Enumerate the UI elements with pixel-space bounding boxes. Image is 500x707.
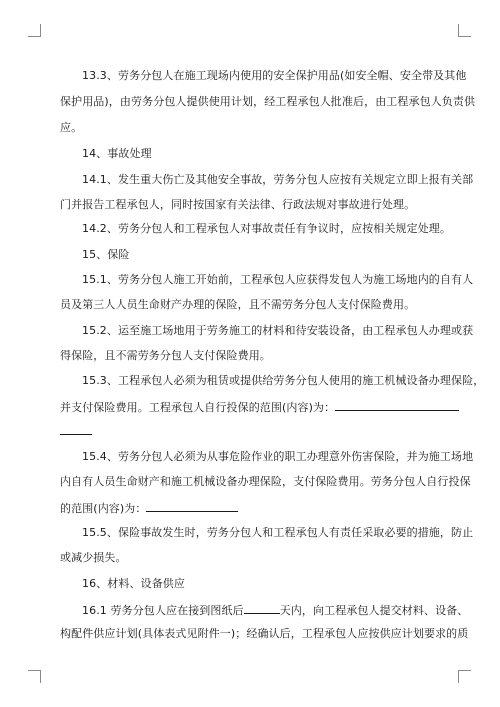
fill-in-blank[interactable] — [335, 399, 459, 411]
clause-15-3-line-1: 15.3、工程承包人必须为租赁或提供给劳务分包人使用的施工机械设备办理保险， — [82, 374, 485, 387]
clause-16-1-text-a: 16.1 劳务分包人应在接到图纸后 — [82, 604, 244, 617]
clause-14-1-line-1: 14.1、发生重大伤亡及其他安全事故，劳务分包人应按有关规定立即上报有关部 — [82, 173, 474, 186]
clause-15-2-line-2: 得保险，且不需劳务分包人支付保险费用。 — [60, 349, 271, 362]
clause-15-5-line-2: 或减少损失。 — [60, 551, 127, 564]
fill-in-blank[interactable] — [146, 500, 238, 512]
clause-16-1-line-1 — [82, 602, 468, 618]
crop-mark-bottom-left — [28, 670, 41, 683]
clause-15-4-line-2: 内自有人员生命财产和施工机械设备办理保险，支付保险费用。劳务分包人自行投保 — [60, 475, 471, 488]
clause-14-1-line-2: 门并报告工程承包人，同时按国家有关法律、行政法规对事故进行处理。 — [60, 198, 416, 211]
fill-in-blank[interactable] — [60, 423, 92, 435]
clause-15-3-text: 并支付保险费用。工程承包人自行投保的范围(内容)为： — [60, 401, 336, 414]
clause-13-3-line-3: 应。 — [60, 121, 83, 134]
clause-15-5-line-1: 15.5、保险事故发生时，劳务分包人和工程承包人有责任采取必要的措施，防止 — [82, 526, 474, 539]
crop-mark-top-left — [28, 24, 41, 37]
section-16-heading: 16、材料、设备供应 — [82, 577, 185, 590]
clause-13-3-line-2: 保护用品)，由劳务分包人提供使用计划，经工程承包人批准后，由工程承包人负责供 — [60, 95, 476, 108]
fill-in-blank[interactable] — [244, 602, 280, 614]
section-15-heading: 15、保险 — [82, 248, 130, 261]
clause-15-4-line-3 — [60, 500, 238, 516]
clause-15-3-line-2 — [60, 399, 459, 415]
crop-mark-bottom-right — [458, 670, 471, 683]
clause-13-3-line-1: 13.3、劳务分包人在施工现场内使用的安全保护用品(如安全帽、安全带及其他 — [82, 69, 467, 82]
clause-16-1-line-2: 构配件供应计划(具体表式见附件一)；经确认后，工程承包人应按供应计划要求的质 — [60, 627, 469, 640]
clause-15-2-line-1: 15.2、运至施工场地用于劳务施工的材料和待安装设备，由工程承包人办理或获 — [82, 324, 474, 337]
clause-15-1-line-1: 15.1、劳务分包人施工开始前，工程承包人应获得发包人为施工场地内的自有人 — [82, 273, 474, 286]
clause-15-1-line-2: 员及第三人人员生命财产办理的保险，且不需劳务分包人支付保险费用。 — [60, 298, 416, 311]
section-14-heading: 14、事故处理 — [82, 147, 152, 160]
crop-mark-top-right — [458, 24, 471, 37]
clause-15-4-line-1: 15.4、劳务分包人必须为从事危险作业的职工办理意外伤害保险，并为施工场地 — [82, 450, 474, 463]
clause-15-4-text: 的范围(内容)为： — [60, 502, 147, 515]
clause-16-1-text-b: 天内，向工程承包人提交材料、设备、 — [279, 604, 469, 617]
clause-14-2: 14.2、劳务分包人和工程承包人对事故责任有争议时，应按相关规定处理。 — [82, 222, 451, 235]
clause-15-3-line-3 — [60, 423, 92, 439]
